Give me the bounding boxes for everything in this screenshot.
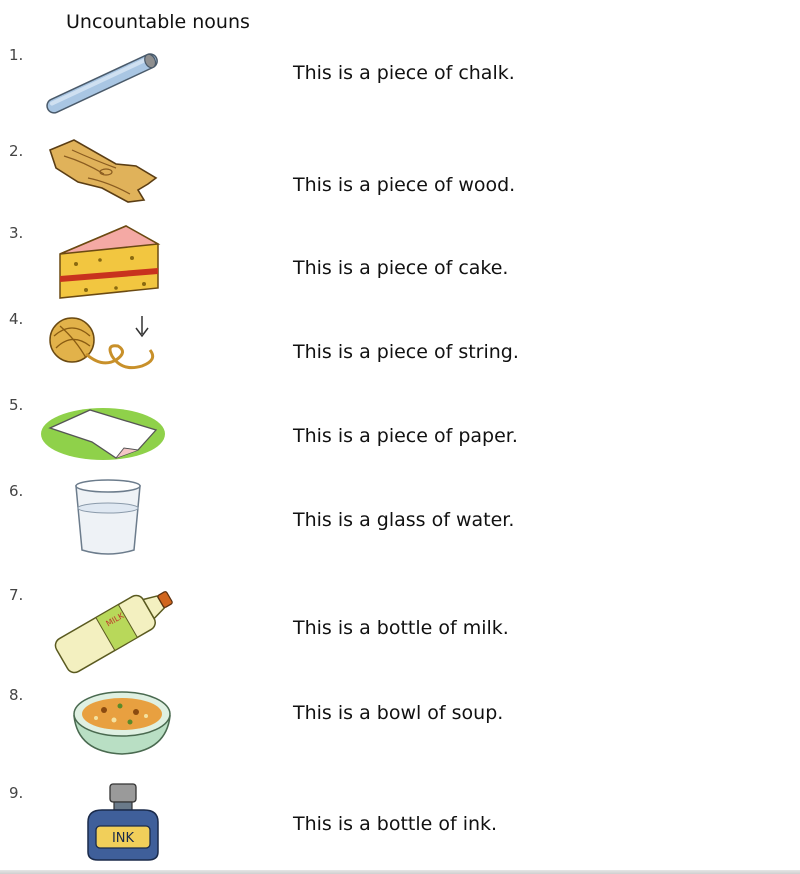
milk-bottle-icon [44, 584, 184, 674]
ink-label: INK [111, 831, 135, 846]
glass-icon [72, 478, 144, 560]
item-number: 4. [9, 310, 24, 328]
item-number: 3. [9, 224, 24, 242]
sentence: This is a piece of paper. [293, 425, 518, 447]
sentence: This is a piece of wood. [293, 174, 516, 196]
item-number: 8. [9, 686, 24, 704]
cake-icon [56, 224, 164, 302]
sentence: This is a bowl of soup. [293, 702, 504, 724]
item-number: 9. [9, 784, 24, 802]
item-number: 1. [9, 46, 24, 64]
sentence: This is a piece of chalk. [293, 62, 515, 84]
item-number: 6. [9, 482, 24, 500]
soup-bowl-icon [70, 686, 174, 758]
sentence: This is a piece of cake. [293, 257, 509, 279]
item-number: 2. [9, 142, 24, 160]
sentence: This is a glass of water. [293, 509, 515, 531]
sentence: This is a piece of string. [293, 341, 519, 363]
milk-label: MILK [104, 611, 126, 629]
paper-icon [38, 404, 168, 462]
page-title: Uncountable nouns [66, 11, 250, 33]
item-number: 7. [9, 586, 24, 604]
item-number: 5. [9, 396, 24, 414]
bottom-border [0, 870, 800, 874]
ink-bottle-icon [82, 782, 164, 864]
sentence: This is a bottle of milk. [293, 617, 509, 639]
string-icon [46, 310, 162, 378]
wood-icon [44, 138, 162, 208]
chalk-icon [38, 50, 168, 116]
sentence: This is a bottle of ink. [293, 813, 498, 835]
